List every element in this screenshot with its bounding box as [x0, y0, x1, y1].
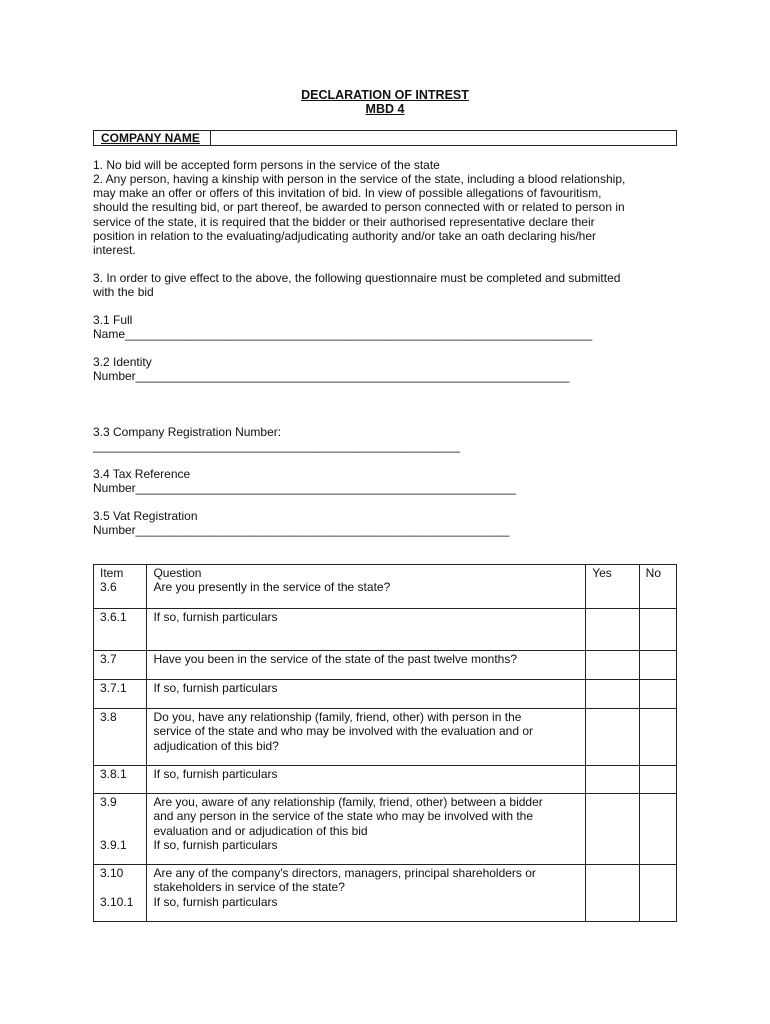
company-registration-label: 3.3 Company Registration Number: [93, 425, 282, 439]
table-row [94, 609, 677, 651]
question-text: If so, furnish particulars [153, 837, 278, 852]
paragraph-3-line: 3. In order to give effect to the above, the following questionnaire must be completed and submitted [93, 271, 621, 285]
question-text: If so, furnish particulars [153, 681, 278, 695]
question-text: If so, furnish particulars [153, 610, 278, 624]
company-name-label: COMPANY NAME [101, 131, 200, 145]
paragraph-3-line: with the bid [93, 285, 154, 300]
vat-registration-line[interactable]: Number________________________________________________________ [93, 523, 510, 538]
no-cell[interactable] [639, 609, 676, 651]
item-number: 3.10 [100, 866, 124, 880]
item-number: 3.7 [100, 652, 117, 666]
vat-registration-field[interactable] [93, 509, 673, 538]
question-cell [147, 709, 586, 766]
paragraph-1: 1. No bid will be accepted form persons in the service of the state [93, 158, 440, 172]
yes-cell[interactable] [586, 609, 639, 651]
paragraph-2-line: should the resulting bid, or part thereof, be awarded to person connected with or related to person in [93, 200, 625, 215]
table-row [94, 680, 677, 709]
paragraph-3 [93, 271, 673, 299]
item-cell [94, 794, 147, 865]
item-cell [94, 651, 147, 680]
question-text: adjudication of this bid? [153, 738, 279, 753]
no-cell[interactable] [639, 680, 676, 709]
question-text: Do you, have any relationship (family, friend, other) with person in the [153, 710, 522, 724]
no-cell[interactable] [639, 794, 676, 865]
tax-reference-field[interactable] [93, 467, 673, 496]
item-cell [94, 565, 147, 609]
identity-number-field[interactable] [93, 355, 673, 384]
item-number: 3.6 [100, 580, 117, 595]
item-cell [94, 680, 147, 709]
item-cell [94, 609, 147, 651]
item-cell [94, 865, 147, 922]
no-cell[interactable] [639, 766, 676, 794]
item-number: 3.10.1 [100, 894, 134, 909]
question-text: stakeholders in service of the state? [153, 880, 345, 895]
question-cell [147, 680, 586, 709]
yes-header: Yes [592, 566, 612, 580]
item-number: 3.7.1 [100, 681, 127, 695]
item-cell [94, 709, 147, 766]
no-header: No [645, 566, 661, 580]
tax-reference-label: 3.4 Tax Reference [93, 467, 191, 481]
table-row [94, 709, 677, 766]
no-cell[interactable] [639, 651, 676, 680]
paragraph-2-line: interest. [93, 243, 136, 258]
question-text: Are you, aware of any relationship (family, friend, other) between a bidder [153, 795, 543, 809]
question-text: service of the state and who may be involved with the evaluation and or [153, 724, 534, 739]
item-number: 3.6.1 [100, 610, 127, 624]
company-name-box [93, 130, 677, 146]
yes-cell[interactable] [586, 794, 639, 865]
document-subtitle: MBD 4 [365, 102, 405, 116]
paragraph-2-line: may make an offer or offers of this invitation of bid. In view of possible allegations of favouritism, [93, 186, 602, 201]
yes-cell[interactable] [586, 865, 639, 922]
identity-number-line[interactable]: Number_________________________________________________________________ [93, 369, 570, 384]
question-cell [147, 651, 586, 680]
no-cell[interactable] [639, 565, 676, 609]
full-name-field[interactable] [93, 313, 673, 342]
question-cell [147, 865, 586, 922]
yes-cell[interactable] [586, 766, 639, 794]
question-cell [147, 794, 586, 865]
company-registration-field[interactable] [93, 425, 673, 454]
company-registration-line[interactable]: _______________________________________________________ [93, 439, 461, 454]
item-cell [94, 766, 147, 794]
company-name-divider [210, 131, 211, 145]
no-cell[interactable] [639, 865, 676, 922]
table-row [94, 794, 677, 865]
question-text: evaluation and or adjudication of this bid [153, 823, 368, 838]
question-text: Are you presently in the service of the state? [153, 580, 391, 595]
table-row [94, 651, 677, 680]
item-header: Item [100, 566, 124, 580]
item-number: 3.8.1 [100, 767, 127, 781]
full-name-line[interactable]: Name______________________________________________________________________ [93, 327, 593, 342]
question-text: If so, furnish particulars [153, 894, 278, 909]
vat-registration-label: 3.5 Vat Registration [93, 509, 198, 523]
full-name-label: 3.1 Full [93, 313, 133, 327]
paragraph-2-line: position in relation to the evaluating/adjudicating authority and/or take an oath declaring his/her [93, 228, 596, 243]
identity-number-label: 3.2 Identity [93, 355, 152, 369]
item-number: 3.9 [100, 795, 117, 809]
question-text: Have you been in the service of the state of the past twelve months? [153, 652, 517, 666]
paragraph-2-line: service of the state, it is required that the bidder or their authorised representative declare their [93, 214, 595, 229]
question-cell [147, 565, 586, 609]
paragraph-2-line: 2. Any person, having a kinship with person in the service of the state, including a blood relationship, [93, 172, 626, 186]
tax-reference-line[interactable]: Number_________________________________________________________ [93, 481, 517, 496]
item-number: 3.8 [100, 710, 117, 724]
table-row [94, 865, 677, 922]
yes-cell[interactable] [586, 709, 639, 766]
question-text: Are any of the company's directors, managers, principal shareholders or [153, 866, 536, 880]
no-cell[interactable] [639, 709, 676, 766]
question-header: Question [153, 566, 202, 580]
yes-cell[interactable] [586, 565, 639, 609]
question-text: If so, furnish particulars [153, 767, 278, 781]
questionnaire-table [93, 564, 677, 922]
paragraph-2 [93, 172, 673, 257]
question-cell [147, 609, 586, 651]
yes-cell[interactable] [586, 651, 639, 680]
document-title: DECLARATION OF INTREST [301, 88, 469, 102]
question-text: and any person in the service of the state who may be involved with the [153, 809, 534, 824]
yes-cell[interactable] [586, 680, 639, 709]
table-row [94, 565, 677, 609]
table-row [94, 766, 677, 794]
item-number: 3.9.1 [100, 837, 127, 852]
question-cell [147, 766, 586, 794]
